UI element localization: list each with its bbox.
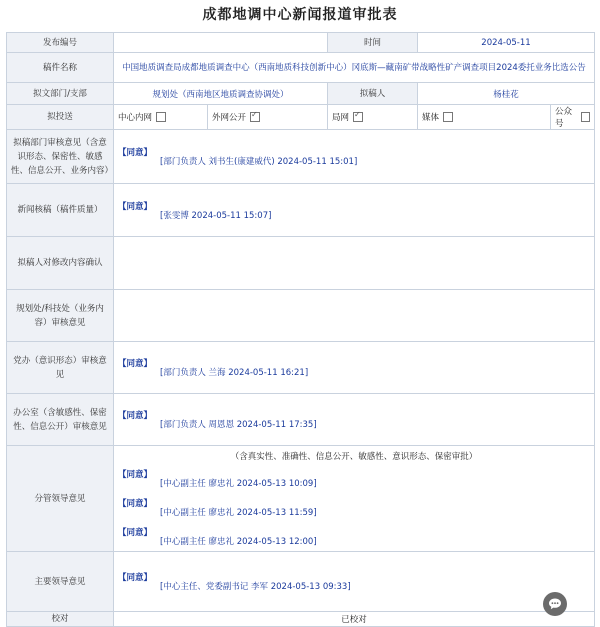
drafter-label: 拟稿人: [328, 83, 418, 105]
drafter-confirm-label: 拟稿人对修改内容确认: [7, 237, 114, 290]
manuscript-title[interactable]: 中国地质调查局成都地质调查中心（西南地质科技创新中心）冈底斯—藏南矿带战略性矿产调查项目2024委托业务比选公告: [114, 53, 595, 83]
time-value[interactable]: 2024-05-11: [418, 33, 595, 53]
dept-label: 拟文部门/支部: [7, 83, 114, 105]
channel-intranet-checkbox[interactable]: [156, 112, 166, 122]
proofread-row: [7, 612, 595, 627]
channels-row: [7, 105, 595, 130]
party-review-opinion: 【同意】: [118, 359, 153, 369]
office-review-opinion: 【同意】: [118, 411, 153, 421]
channel-public-checkbox[interactable]: [250, 112, 260, 122]
channel-media-checkbox[interactable]: [443, 112, 453, 122]
channel-option-wechat[interactable]: [551, 105, 595, 130]
office-review-label: 办公室（含敏感性、保密性、信息公开）审核意见: [7, 394, 114, 446]
planning-review-row: [7, 290, 595, 342]
drafter-confirm-field[interactable]: [114, 237, 595, 290]
page-title: 成都地调中心新闻报道审批表: [202, 7, 398, 23]
leader-review-label: 分管领导意见: [7, 446, 114, 552]
channel-option-media[interactable]: [418, 105, 551, 130]
party-review-row: [7, 342, 595, 394]
channel-option-bureau[interactable]: [328, 105, 418, 130]
leader-review-entry: [118, 497, 590, 518]
party-review-field[interactable]: [114, 342, 595, 394]
news-review-opinion: 【同意】: [118, 201, 153, 212]
drafter-value[interactable]: 杨桂花: [418, 83, 595, 105]
leader-review-row: [7, 446, 595, 552]
channel-media-label: 媒体: [422, 113, 440, 123]
leader-review-opinion: 【同意】: [118, 470, 153, 480]
leader-review-opinion: 【同意】: [118, 499, 153, 509]
doc-number-row: [7, 33, 595, 53]
office-review-signature: [部门负责人 周恩恩 2024-05-11 17:35]: [160, 420, 317, 430]
channel-intranet-label: 中心内网: [118, 113, 153, 123]
approval-form-table: [6, 32, 595, 627]
office-review-field[interactable]: [114, 394, 595, 446]
manuscript-row: [7, 53, 595, 83]
channels-label: 拟投送: [7, 105, 114, 130]
leader-review-note: （含真实性、准确性、信息公开、敏感性、意识形态、保密审批）: [230, 452, 478, 462]
dept-review-field[interactable]: [114, 130, 595, 184]
office-review-row: [7, 394, 595, 446]
news-review-row: [7, 184, 595, 237]
channel-option-public[interactable]: [208, 105, 328, 130]
news-review-label: 新闻核稿（稿件质量）: [7, 184, 114, 237]
main-leader-opinion: 【同意】: [118, 573, 153, 583]
party-review-signature: [部门负责人 兰海 2024-05-11 16:21]: [160, 368, 309, 378]
dept-value[interactable]: 规划处（西南地区地质调查协调处）: [114, 83, 328, 105]
channel-public-label: 外网公开: [212, 113, 247, 123]
channel-option-intranet[interactable]: [114, 105, 208, 130]
manuscript-label: 稿件名称: [7, 53, 114, 83]
news-review-field[interactable]: [114, 184, 595, 237]
planning-review-label: 规划处/科技处（业务内容）审核意见: [7, 290, 114, 342]
dept-review-opinion: 【同意】: [118, 148, 153, 158]
main-leader-signature: [中心主任、党委副书记 李军 2024-05-13 09:33]: [160, 582, 351, 592]
proofread-value[interactable]: 已校对: [114, 612, 595, 627]
planning-review-field[interactable]: [114, 290, 595, 342]
doc-number-field[interactable]: [114, 33, 328, 53]
channel-wechat-label: 公众号: [555, 107, 573, 129]
channel-bureau-checkbox[interactable]: [353, 112, 363, 122]
leader-review-entry: [118, 526, 590, 547]
dept-review-signature: [部门负责人 刘书生(康建威代) 2024-05-11 15:01]: [160, 157, 358, 167]
dept-review-label: 拟稿部门审核意见（含意识形态、保密性、敏感性、信息公开、业务内容）: [7, 130, 114, 184]
dept-row: [7, 83, 595, 105]
news-review-signature: [张雯博 2024-05-11 15:07]: [160, 210, 272, 221]
proofread-label: 校对: [7, 612, 114, 627]
dept-review-row: [7, 130, 595, 184]
drafter-confirm-row: [7, 237, 595, 290]
party-review-label: 党办（意识形态）审核意见: [7, 342, 114, 394]
leader-review-signature: [中心副主任 廖忠礼 2024-05-13 12:00]: [160, 537, 317, 547]
leader-review-signature: [中心副主任 廖忠礼 2024-05-13 10:09]: [160, 479, 317, 489]
leader-review-opinion: 【同意】: [118, 528, 153, 538]
chat-float-button[interactable]: [543, 592, 567, 616]
main-leader-row: [7, 552, 595, 612]
leader-review-entry: [118, 468, 590, 489]
channel-wechat-checkbox[interactable]: [581, 112, 590, 122]
main-leader-field[interactable]: [114, 552, 595, 612]
channel-bureau-label: 局网: [332, 113, 350, 123]
main-leader-label: 主要领导意见: [7, 552, 114, 612]
chat-bubble-icon: [547, 596, 563, 612]
doc-number-label: 发布编号: [7, 33, 114, 53]
leader-review-signature: [中心副主任 廖忠礼 2024-05-13 11:59]: [160, 508, 317, 518]
leader-review-field[interactable]: [114, 446, 595, 552]
time-label: 时间: [328, 33, 418, 53]
